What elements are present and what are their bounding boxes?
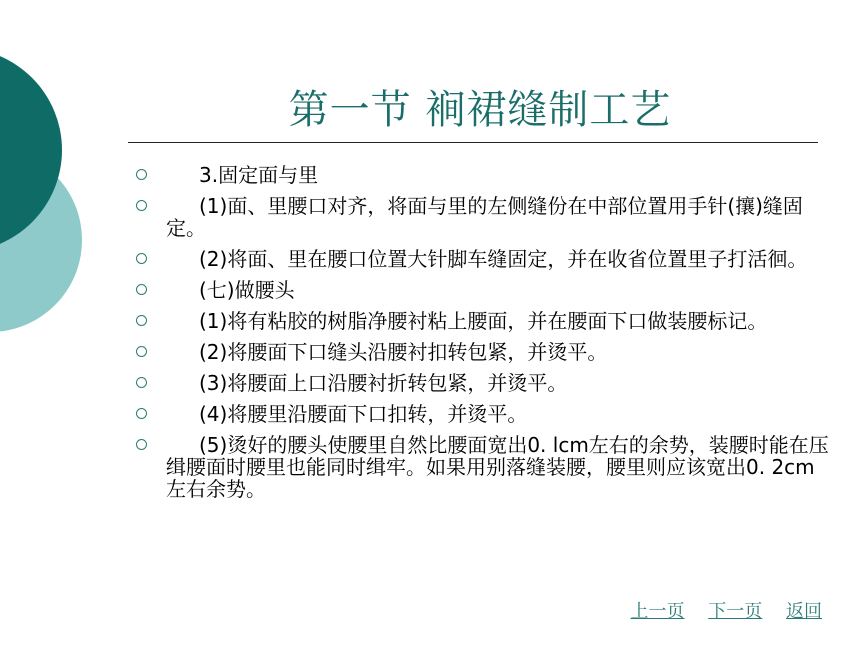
list-item: (1)将有粘胶的树脂净腰衬粘上腰面，并在腰面下口做装腰标记。 [130, 310, 830, 332]
list-item: (2)将腰面下口缝头沿腰衬扣转包紧，并烫平。 [130, 341, 830, 363]
list-item: (3)将腰面上口沿腰衬折转包紧，并烫平。 [130, 372, 830, 394]
circle-bullet-icon [136, 169, 147, 180]
page-title: 第一节 裥裙缝制工艺 [288, 87, 672, 133]
circle-bullet-icon [136, 377, 147, 388]
list-item: (4)将腰里沿腰面下口扣转，并烫平。 [130, 403, 830, 425]
circle-bullet-icon [136, 253, 147, 264]
circle-bullet-icon [136, 284, 147, 295]
decorative-circles [0, 0, 100, 360]
list-item: 3.固定面与里 [130, 164, 830, 186]
list-item: (2)将面、里在腰口位置大针脚车缝固定，并在收省位置里子打活徊。 [130, 248, 830, 270]
back-link[interactable]: 返回 [786, 601, 822, 622]
list-item: (5)烫好的腰头使腰里自然比腰面宽出0. lcm左右的余势，装腰时能在压缉腰面时腰里也能同时缉牢。如果用别落缝装腰，腰里则应该宽出0. 2cm左右余势。 [130, 434, 830, 500]
content-list [130, 164, 830, 509]
circle-bullet-icon [136, 200, 147, 211]
slide-navigation [613, 597, 822, 623]
circle-bullet-icon [136, 408, 147, 419]
prev-page-link[interactable]: 上一页 [630, 601, 685, 622]
circle-bullet-icon [136, 346, 147, 357]
circle-bullet-icon [136, 315, 147, 326]
next-page-link[interactable]: 下一页 [708, 601, 763, 622]
list-item: (1)面、里腰口对齐，将面与里的左侧缝份在中部位置用手针(攘)缝固定。 [130, 195, 830, 239]
title-divider [128, 142, 818, 143]
circle-bullet-icon [136, 439, 147, 450]
list-item: (七)做腰头 [130, 279, 830, 301]
